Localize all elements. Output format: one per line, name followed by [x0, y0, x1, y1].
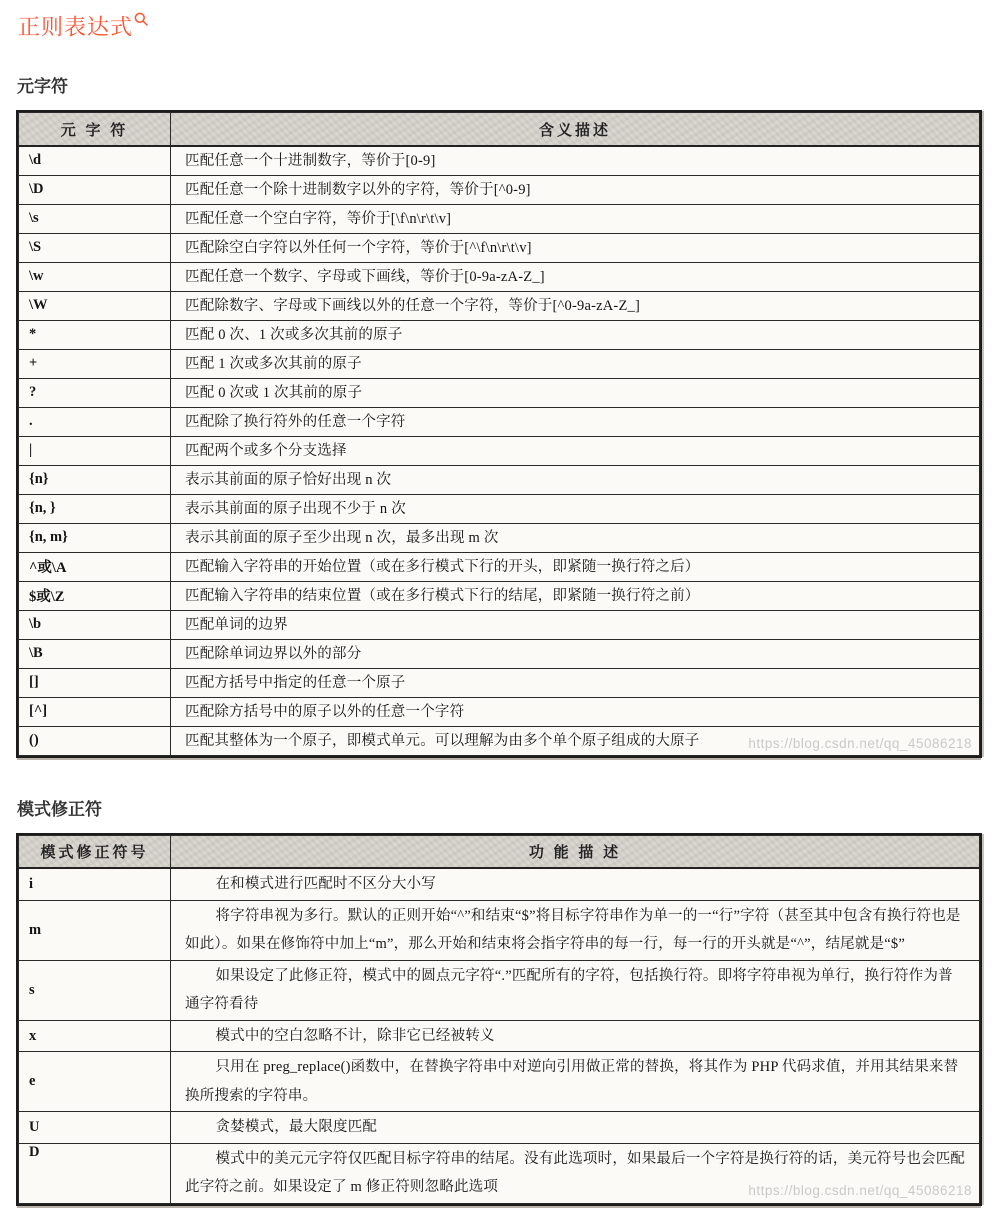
symbol-cell: e: [19, 1052, 171, 1112]
symbol-cell: \D: [19, 175, 171, 204]
section-heading-modifiers: 模式修正符: [17, 799, 102, 819]
table-row: [19, 523, 980, 552]
symbol-cell: \s: [19, 204, 171, 233]
table-row: [19, 1020, 980, 1052]
table-row: [19, 900, 980, 960]
symbol-cell: [^]: [19, 697, 171, 726]
search-icon[interactable]: [134, 12, 148, 26]
description-cell: 如果设定了此修正符，模式中的圆点元字符“.”匹配所有的字符，包括换行符。即将字符串视为单行，换行符作为普通字符看待: [171, 960, 980, 1020]
description-cell: 只用在 preg_replace()函数中，在替换字符串中对逆向引用做正常的替换，将其作为 PHP 代码求值，并用其结果来替换所搜索的字符串。: [171, 1052, 980, 1112]
description-cell: 匹配除单词边界以外的部分: [171, 639, 980, 668]
description-cell: 匹配除方括号中的原子以外的任意一个字符: [171, 697, 980, 726]
symbol-cell: \w: [19, 262, 171, 291]
page-title: [18, 12, 982, 40]
symbol-cell: {n, m}: [19, 523, 171, 552]
table-row: [19, 868, 980, 900]
symbol-cell: x: [19, 1020, 171, 1052]
description-cell: 匹配输入字符串的开始位置（或在多行模式下行的开头，即紧随一换行符之后）: [171, 552, 980, 581]
table-row: [19, 349, 980, 378]
table-row: [19, 378, 980, 407]
table-row: [19, 204, 980, 233]
symbol-cell: U: [19, 1112, 171, 1144]
table-row: [19, 262, 980, 291]
symbol-cell: \S: [19, 233, 171, 262]
description-cell: 模式中的空白忽略不计，除非它已经被转义: [171, 1020, 980, 1052]
table-header-row: [19, 113, 980, 146]
table-row: [19, 233, 980, 262]
symbol-cell: s: [19, 960, 171, 1020]
description-cell: 表示其前面的原子恰好出现 n 次: [171, 465, 980, 494]
csdn-watermark: https://blog.csdn.net/qq_45086218: [748, 1182, 972, 1198]
table-row: [19, 494, 980, 523]
symbol-cell: \W: [19, 291, 171, 320]
description-cell: 匹配除数字、字母或下画线以外的任意一个字符，等价于[^0-9a-zA-Z_]: [171, 291, 980, 320]
description-cell: 匹配两个或多个分支选择: [171, 436, 980, 465]
table-row: [19, 639, 980, 668]
description-cell: 匹配任意一个空白字符，等价于[\f\n\r\t\v]: [171, 204, 980, 233]
symbol-cell: ^或\A: [19, 552, 171, 581]
page-title-text: 正则表达式: [18, 14, 134, 40]
description-cell: 匹配除了换行符外的任意一个字符: [171, 407, 980, 436]
description-cell: 在和模式进行匹配时不区分大小写: [171, 868, 980, 900]
table-header-row: [19, 835, 980, 868]
symbol-cell: m: [19, 900, 171, 960]
description-cell: 贪婪模式，最大限度匹配: [171, 1112, 980, 1144]
symbol-cell: {n}: [19, 465, 171, 494]
table-row: [19, 436, 980, 465]
table-row: [19, 146, 980, 176]
description-cell: 匹配单词的边界: [171, 610, 980, 639]
description-cell: 匹配除空白字符以外任何一个字符，等价于[^\f\n\r\t\v]: [171, 233, 980, 262]
symbol-cell: \B: [19, 639, 171, 668]
description-cell: 表示其前面的原子至少出现 n 次，最多出现 m 次: [171, 523, 980, 552]
table-row: [19, 1112, 980, 1144]
description-cell: 匹配输入字符串的结束位置（或在多行模式下行的结尾，即紧随一换行符之前）: [171, 581, 980, 610]
symbol-cell: +: [19, 349, 171, 378]
symbol-cell: \d: [19, 146, 171, 176]
table-row: [19, 407, 980, 436]
symbol-cell: $或\Z: [19, 581, 171, 610]
modifier-table-container: [16, 833, 982, 1206]
table-row: [19, 697, 980, 726]
table-row: [19, 291, 980, 320]
column-header-function: 功 能 描 述: [171, 835, 980, 868]
metachar-table-container: [16, 110, 982, 758]
table-row: [19, 726, 980, 755]
symbol-cell: []: [19, 668, 171, 697]
table-row: [19, 552, 980, 581]
symbol-cell: .: [19, 407, 171, 436]
modifier-table: [18, 835, 980, 1204]
symbol-cell: {n, }: [19, 494, 171, 523]
description-cell: 匹配 0 次或 1 次其前的原子: [171, 378, 980, 407]
description-cell: 匹配方括号中指定的任意一个原子: [171, 668, 980, 697]
section-heading-metachars: 元字符: [17, 77, 68, 97]
symbol-cell: i: [19, 868, 171, 900]
table-row: [19, 610, 980, 639]
symbol-cell: *: [19, 320, 171, 349]
description-cell: 匹配任意一个数字、字母或下画线，等价于[0-9a-zA-Z_]: [171, 262, 980, 291]
column-header-meaning: 含义描述: [171, 113, 980, 146]
symbol-cell: |: [19, 436, 171, 465]
metachar-table: [18, 112, 980, 756]
description-cell: 匹配其整体为一个原子，即模式单元。可以理解为由多个单个原子组成的大原子: [171, 726, 980, 755]
description-cell: 匹配 1 次或多次其前的原子: [171, 349, 980, 378]
description-cell: 模式中的美元元字符仅匹配目标字符串的结尾。没有此选项时，如果最后一个字符是换行符的话，美元符号也会匹配此字符之前。如果设定了 m 修正符则忽略此选项: [171, 1143, 980, 1203]
column-header-symbol: 元 字 符: [19, 113, 171, 146]
column-header-modifier: 模式修正符号: [19, 835, 171, 868]
table-row: [19, 1143, 980, 1203]
table-row: [19, 668, 980, 697]
table-row: [19, 960, 980, 1020]
table-row: [19, 1052, 980, 1112]
table-row: [19, 320, 980, 349]
description-cell: 匹配 0 次、1 次或多次其前的原子: [171, 320, 980, 349]
symbol-cell: D: [19, 1143, 171, 1203]
description-cell: 表示其前面的原子出现不少于 n 次: [171, 494, 980, 523]
table-row: [19, 581, 980, 610]
symbol-cell: (): [19, 726, 171, 755]
symbol-cell: ?: [19, 378, 171, 407]
description-cell: 匹配任意一个除十进制数字以外的字符，等价于[^0-9]: [171, 175, 980, 204]
table-row: [19, 465, 980, 494]
table-row: [19, 175, 980, 204]
description-cell: 将字符串视为多行。默认的正则开始“^”和结束“$”将目标字符串作为单一的一“行”字符（甚至其中包含有换行符也是如此）。如果在修饰符中加上“m”，那么开始和结束将会指字符串的每一行，每一行的开头就是“^”，结尾就是“$”: [171, 900, 980, 960]
symbol-cell: \b: [19, 610, 171, 639]
csdn-watermark: https://blog.csdn.net/qq_45086218: [748, 735, 972, 751]
description-cell: 匹配任意一个十进制数字，等价于[0-9]: [171, 146, 980, 176]
